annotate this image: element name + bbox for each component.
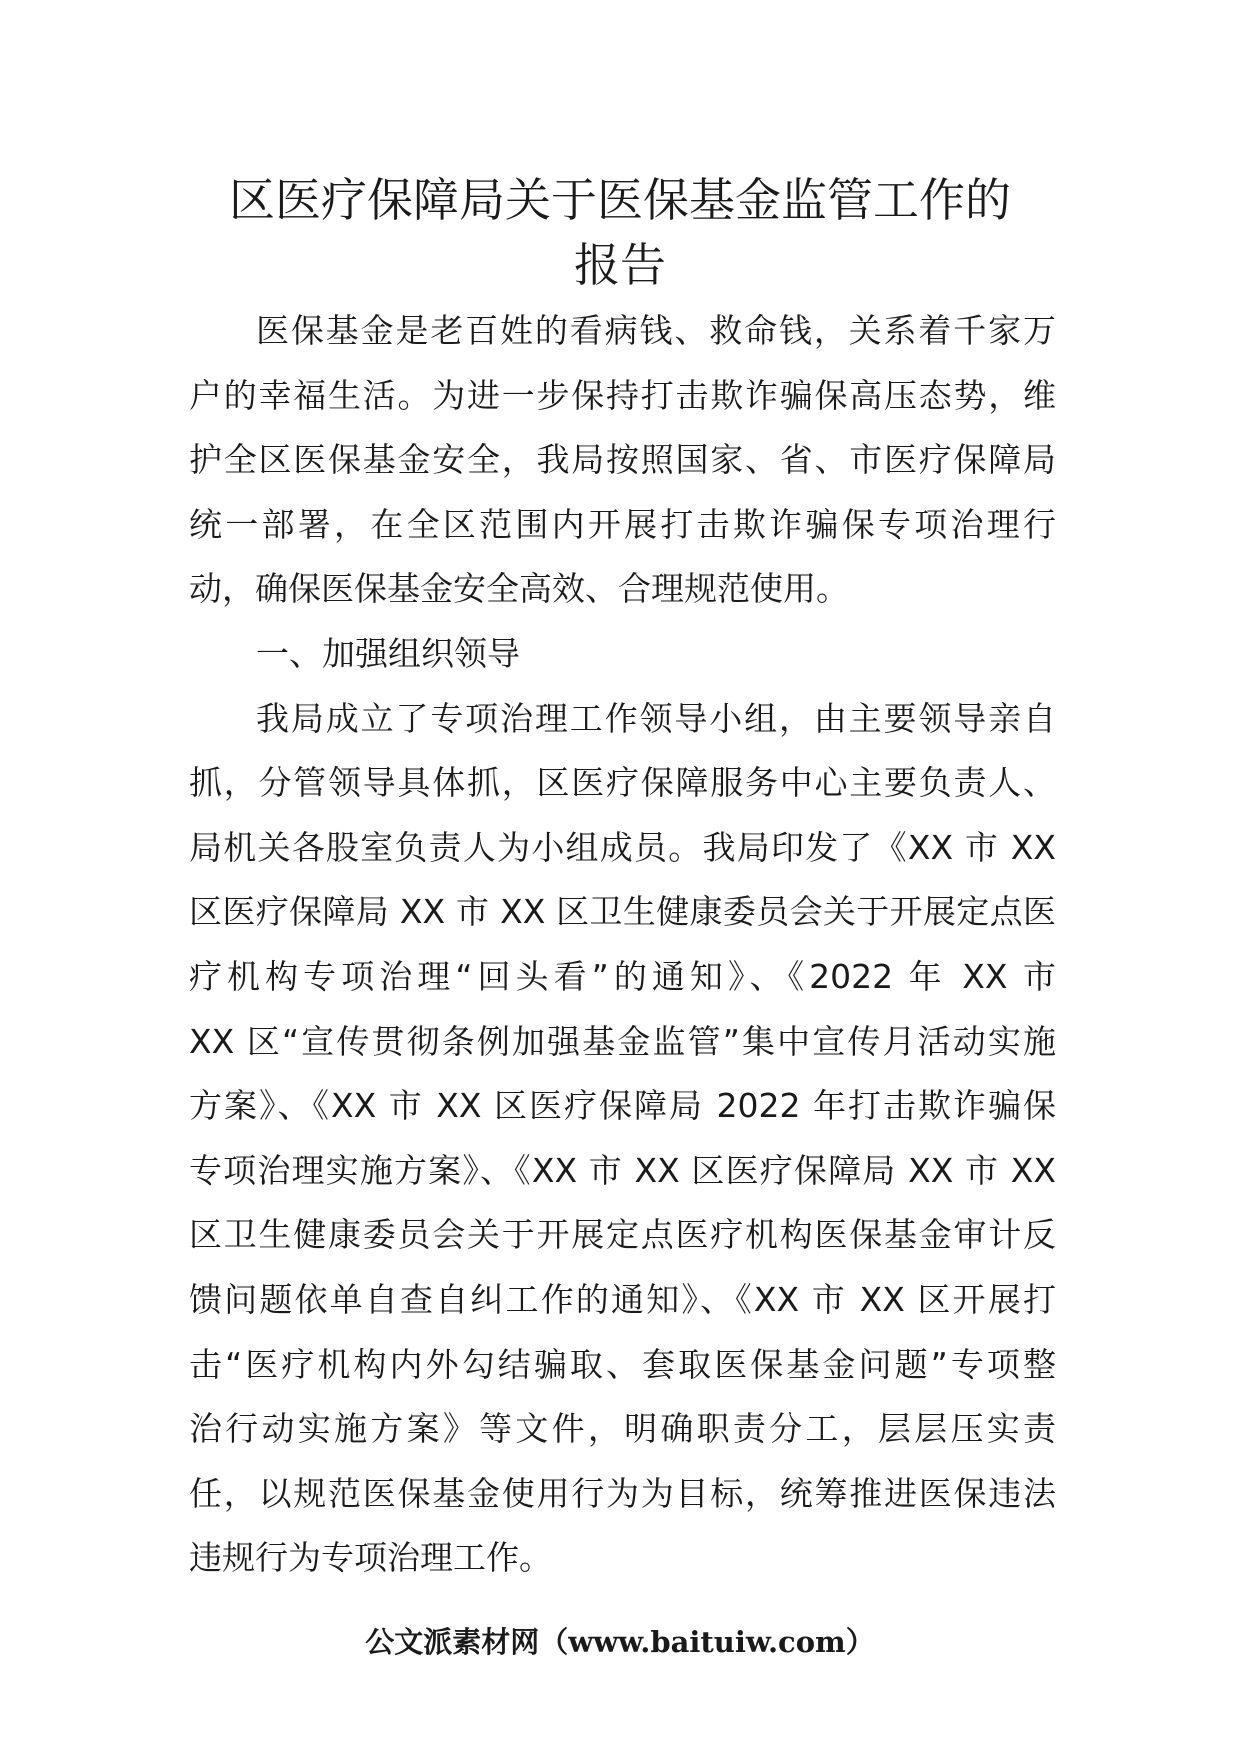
body-line: 护全区医保基金安全，我局按照国家、省、市医疗保障局	[189, 440, 1056, 480]
body-line: 治行动实施方案》等文件，明确职责分工，层层压实责	[189, 1409, 1056, 1449]
section-heading	[189, 622, 1056, 687]
document-title	[0, 168, 1240, 298]
body-line: 局机关各股室负责人为小组成员。我局印发了《XX 市 XX	[189, 827, 1056, 867]
body-line: 抓，分管领导具体抓，区医疗保障服务中心主要负责人、	[189, 763, 1056, 803]
body-line: 方案》、《XX 市 XX 区医疗保障局 2022 年打击欺诈骗保	[189, 1086, 1056, 1126]
body-line: 户的幸福生活。为进一步保持打击欺诈骗保高压态势，维	[189, 375, 1056, 415]
footer-watermark: 公文派素材网（www.baituiw.com）	[365, 1625, 875, 1659]
title-line: 区医疗保障局关于医保基金监管工作的	[229, 173, 1011, 227]
body-line: 违规行为专项治理工作。	[189, 1538, 552, 1578]
body-line: 击“医疗机构内外勾结骗取、套取医保基金问题”专项整	[189, 1344, 1056, 1384]
body-line: 区卫生健康委员会关于开展定点医疗机构医保基金审计反	[189, 1215, 1056, 1255]
paragraph-intro	[189, 299, 1056, 622]
body-line: 专项治理实施方案》、《XX 市 XX 区医疗保障局 XX 市 XX	[189, 1150, 1056, 1190]
section-heading-text: 一、加强组织领导	[256, 633, 520, 673]
body-line: 疗机构专项治理“回头看”的通知》、《2022 年 XX 市	[189, 956, 1056, 996]
body-line: 医保基金是老百姓的看病钱、救命钱，关系着千家万	[256, 311, 1056, 350]
body-line: 我局成立了专项治理工作领导小组，由主要领导亲自	[256, 698, 1056, 738]
body-line: 区医疗保障局 XX 市 XX 区卫生健康委员会关于开展定点医	[189, 892, 1056, 932]
body-line: 任，以规范医保基金使用行为为目标，统筹推进医保违法	[189, 1473, 1056, 1513]
body-line: 动，确保医保基金安全高效、合理规范使用。	[189, 569, 849, 609]
paragraph-organization	[189, 687, 1056, 1591]
title-line: 报告	[574, 238, 666, 292]
body-line: 馈问题依单自查自纠工作的通知》、《XX 市 XX 区开展打	[189, 1279, 1056, 1319]
body-line: 统一部署，在全区范围内开展打击欺诈骗保专项治理行	[189, 504, 1056, 544]
body-line: XX 区“宣传贯彻条例加强基金监管”集中宣传月活动实施	[189, 1021, 1056, 1061]
document-body	[189, 299, 1056, 1591]
